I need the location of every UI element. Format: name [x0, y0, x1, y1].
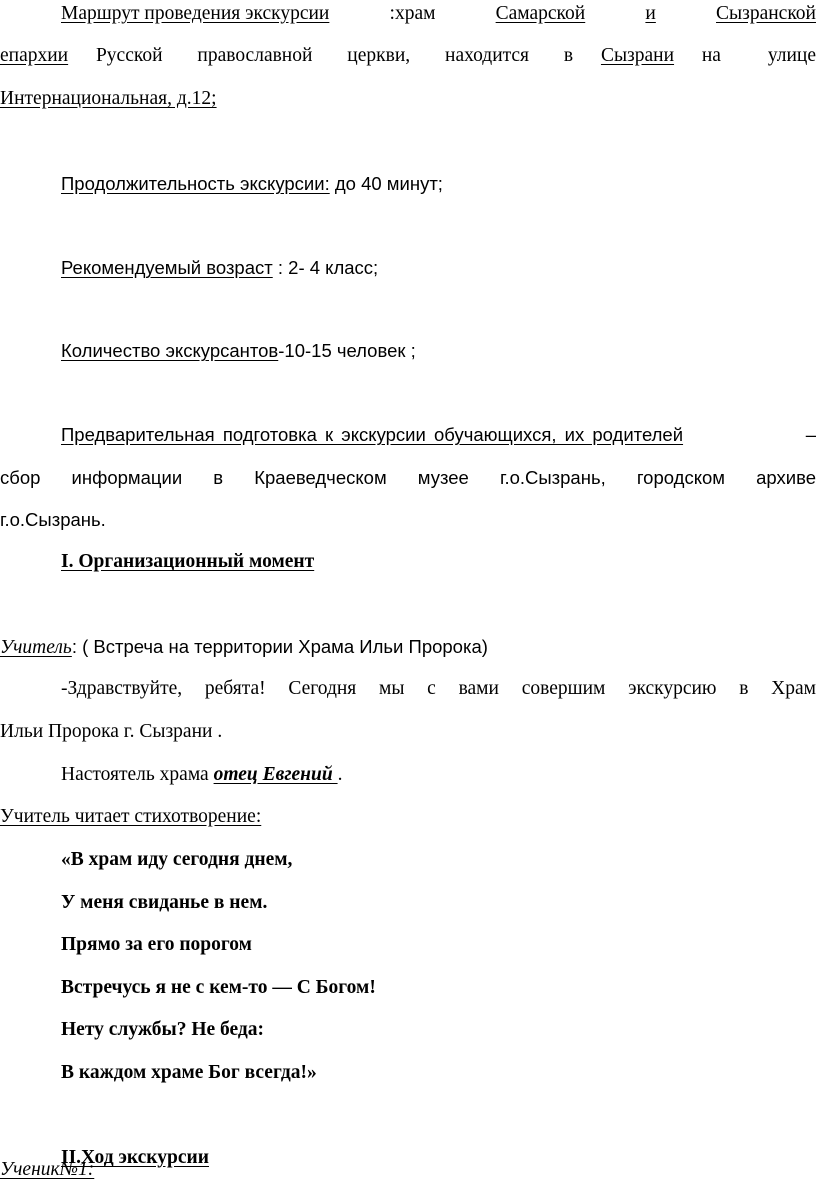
teacher-text: : ( Встреча на территории Храма Ильи Пророка) [71, 636, 488, 657]
section-2-heading: II.Ход экскурсии [61, 1147, 209, 1168]
route-line-1 [61, 2, 816, 26]
prep-dash: – [805, 424, 816, 445]
route-line-3 [0, 87, 816, 111]
poem-line: Встречусь я не с кем-то — С Богом! [61, 977, 376, 998]
prep-line-3: г.о.Сызрань. [0, 509, 106, 530]
age-value: : 2- 4 класс; [272, 257, 379, 278]
prep-line-2: сбор информации в Краеведческом музее г.о.Сызрань, городском архиве [0, 467, 816, 488]
greeting-line-1: -Здравствуйте, ребята! Сегодня мы с вами совершим экскурсию в Храм [61, 678, 816, 699]
poem-line: «В храм иду сегодня днем, [61, 849, 293, 870]
route-address: Интернациональная, д.12; [0, 88, 217, 109]
count-label: Количество экскурсантов [61, 340, 279, 361]
route-diocese-part2: и [645, 3, 656, 24]
duration-line [61, 172, 816, 196]
route-church: Русской православной церкви, находится в [95, 45, 574, 66]
route-diocese-part3: Сызранской [716, 3, 816, 24]
count-value: -10-15 человек ; [278, 340, 416, 361]
route-label: Маршрут проведения экскурсии [61, 3, 330, 24]
rector-name: отец Евгений [213, 764, 338, 785]
rector-dot: . [337, 764, 343, 785]
route-diocese-part4: епархии [0, 45, 69, 66]
rector-text: Настоятель храма [61, 764, 214, 785]
greeting-line-2: Ильи Пророка г. Сызрани . [0, 721, 223, 742]
section-1-heading: I. Организационный момент [61, 551, 315, 572]
route-diocese-part1: Самарской [495, 3, 586, 24]
duration-value: до 40 минут; [329, 173, 443, 194]
age-line [61, 256, 816, 280]
student-label: Ученик№1: [0, 1159, 95, 1180]
poem-line: У меня свиданье в нем. [61, 892, 268, 913]
poem-line: Прямо за его порогом [61, 934, 252, 955]
prep-line-1 [61, 423, 816, 447]
reads-line: Учитель читает стихотворение: [0, 806, 262, 827]
route-colon: :храм [389, 3, 436, 24]
poem-line: Нету службы? Не беда: [61, 1019, 265, 1040]
route-line-2 [0, 44, 816, 68]
route-street-pre: на улице [701, 45, 816, 66]
teacher-line [0, 635, 816, 660]
poem-line: В каждом храме Бог всегда!» [61, 1062, 317, 1083]
route-city: Сызрани [600, 45, 675, 66]
teacher-label: Учитель [0, 637, 72, 658]
duration-label: Продолжительность экскурсии: [61, 173, 330, 194]
count-line [61, 339, 816, 363]
age-label: Рекомендуемый возраст [61, 257, 273, 278]
rector-line [61, 763, 816, 787]
prep-label: Предварительная подготовка к экскурсии обучающихся, их родителей [61, 424, 684, 445]
